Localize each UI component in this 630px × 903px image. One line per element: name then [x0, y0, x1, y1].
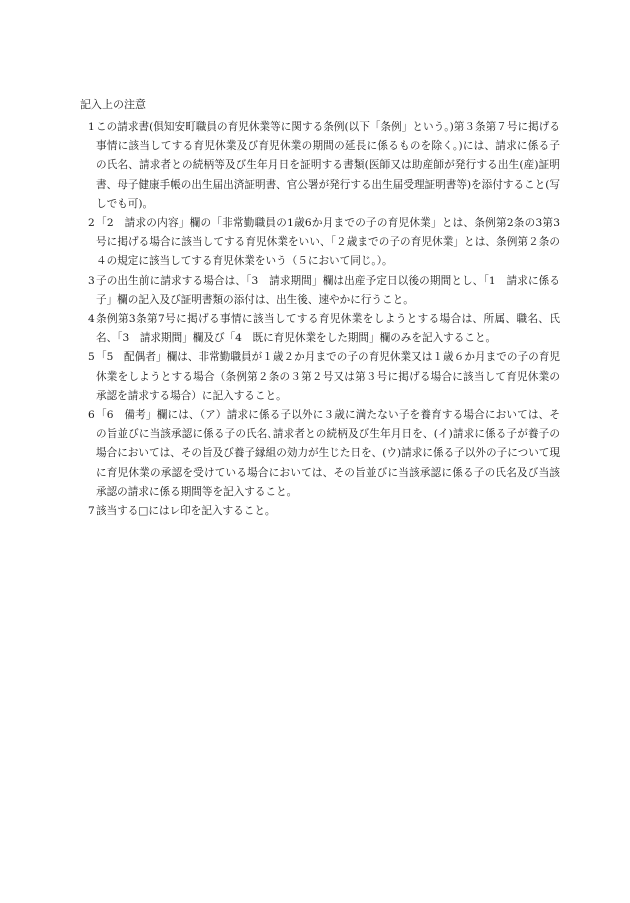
note-text: 該当する□にはレ印を記入すること。	[96, 505, 276, 518]
note-text: 条例第3条第7号に掲げる事情に該当してする育児休業をしようとする場合は、所属、職名、氏名、「3 請求期間」欄及び「4 既に育児休業をした期間」欄のみを記入すること。	[96, 313, 560, 345]
note-text: 「2 請求の内容」欄の「非常勤職員の1歳6か月までの子の育児休業」とは、条例第2条の3第3号に掲げる場合に該当してする育児休業をいい、「２歳までの子の育児休業」とは、条例第２条の４の規定に該当してする育児休業をいう（５において同じ。）。	[96, 217, 560, 268]
note-item-2	[80, 214, 560, 272]
note-number: 5	[88, 351, 95, 364]
note-item-1	[80, 118, 560, 214]
note-number: 1	[88, 121, 95, 133]
note-item-6	[80, 406, 560, 502]
note-number: 4	[88, 313, 95, 326]
note-number: 7	[88, 505, 95, 518]
notes-list	[80, 118, 560, 521]
note-item-4	[80, 310, 560, 348]
note-text: 「5 配偶者」欄は、非常勤職員が１歳２か月までの子の育児休業又は１歳６か月までの子の育児休業をしようとする場合（条例第２条の３第２号又は第３号に掲げる場合に該当して育児休業の承認を請求する場合）に記入すること。	[96, 351, 560, 402]
note-item-3	[80, 272, 560, 310]
notes-heading: 記入上の注意	[80, 98, 146, 111]
note-number: 6	[88, 409, 95, 422]
note-text: この請求書(倶知安町職員の育児休業等に関する条例(以下「条例」という。)第３条第７号に掲げる事情に該当してする育児休業及び育児休業の期間の延長に係るものを除く。)には、請求に係る子の氏名、請求者との続柄等及び生年月日を証明する書類(医師又は助産師が発行する出生(産)証明書、母子健康手帳の出生届出済証明書、官公署が発行する出生届受理証明書等)を添付すること(写しでも可)。	[96, 121, 560, 210]
note-text: 子の出生前に請求する場合は、「3 請求期間」欄は出産予定日以後の期間とし、「1 請求に係る子」欄の記入及び証明書類の添付は、出生後、速やかに行うこと。	[96, 274, 560, 306]
note-item-7	[80, 502, 560, 521]
note-item-5	[80, 348, 560, 406]
note-number: 3	[88, 274, 95, 287]
note-number: 2	[88, 217, 95, 230]
note-text: 「6 備考」欄には、（ア）請求に係る子以外に３歳に満たない子を養育する場合においては、その旨並びに当該承認に係る子の氏名､請求者との続柄及び生年月日を、(イ)請求に係る子が養子の場合においては、その旨及び養子縁組の効力が生じた日を、(ウ)請求に係る子以外の子について現に育児休業の承認を受けている場合においては、その旨並びに当該承認に係る子の氏名及び当該承認の請求に係る期間等を記入すること。	[96, 409, 560, 498]
